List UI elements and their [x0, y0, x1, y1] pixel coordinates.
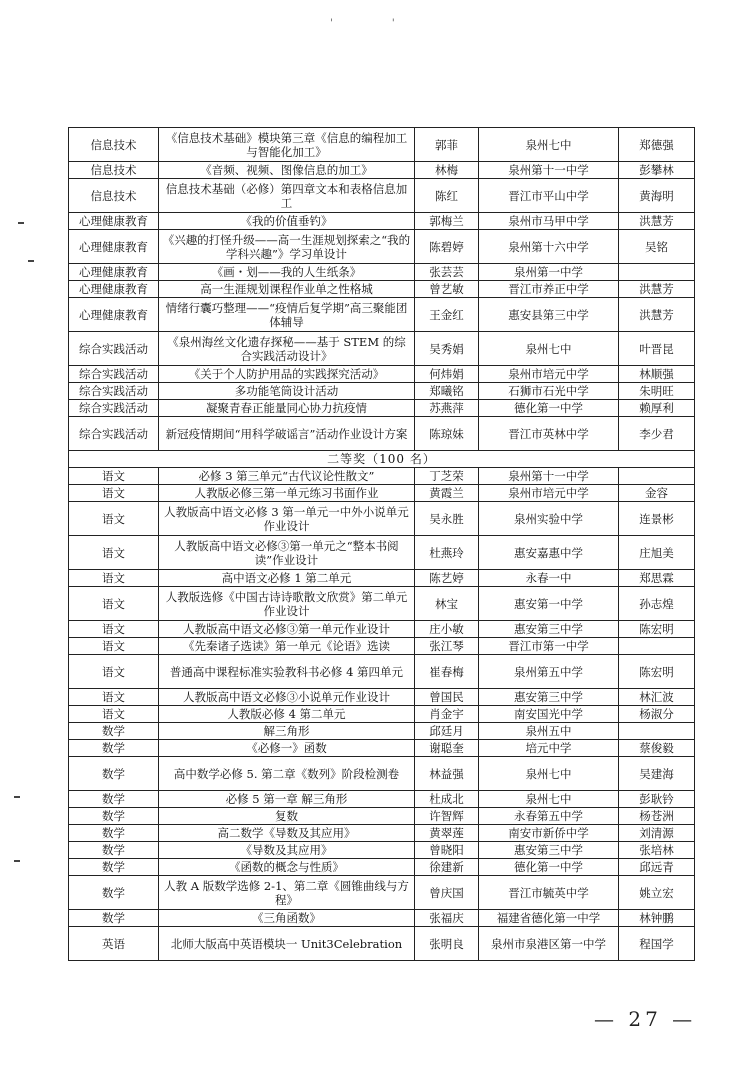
title-cell: 《三角函数》 — [159, 910, 415, 927]
tutor-cell: 程国学 — [619, 927, 695, 961]
school-cell: 泉州市培元中学 — [479, 485, 619, 502]
author-cell: 黄霞兰 — [415, 485, 479, 502]
tutor-cell: 张培林 — [619, 842, 695, 859]
tutor-cell: 林顺强 — [619, 366, 695, 383]
table-row — [69, 927, 695, 961]
table-row — [69, 230, 695, 264]
table-row — [69, 570, 695, 587]
author-cell: 何炜娟 — [415, 366, 479, 383]
subject-cell: 数学 — [69, 842, 159, 859]
subject-cell: 数学 — [69, 825, 159, 842]
tutor-cell: 陈宏明 — [619, 621, 695, 638]
title-cell: 解三角形 — [159, 723, 415, 740]
table-row — [69, 162, 695, 179]
section-heading: 二等奖（100 名） — [69, 451, 695, 468]
author-cell: 黄翠莲 — [415, 825, 479, 842]
scan-mark — [14, 860, 20, 862]
author-cell: 陈碧婷 — [415, 230, 479, 264]
title-cell: 新冠疫情期间“用科学破谣言”活动作业设计方案 — [159, 417, 415, 451]
author-cell: 林宝 — [415, 587, 479, 621]
table-row — [69, 689, 695, 706]
school-cell: 石狮市石光中学 — [479, 383, 619, 400]
title-cell: 人教版高中语文必修③第一单元之“整本书阅读”作业设计 — [159, 536, 415, 570]
title-cell: 《导数及其应用》 — [159, 842, 415, 859]
author-cell: 苏燕萍 — [415, 400, 479, 417]
subject-cell: 语文 — [69, 587, 159, 621]
author-cell: 庄小敏 — [415, 621, 479, 638]
table-row — [69, 655, 695, 689]
school-cell: 泉州实验中学 — [479, 502, 619, 536]
subject-cell: 语文 — [69, 502, 159, 536]
tutor-cell: 蔡俊毅 — [619, 740, 695, 757]
table-row — [69, 587, 695, 621]
school-cell: 泉州七中 — [479, 128, 619, 162]
school-cell: 泉州七中 — [479, 757, 619, 791]
subject-cell: 数学 — [69, 859, 159, 876]
school-cell: 惠安县第三中学 — [479, 298, 619, 332]
subject-cell: 语文 — [69, 689, 159, 706]
subject-cell: 语文 — [69, 570, 159, 587]
author-cell: 邱廷月 — [415, 723, 479, 740]
school-cell: 晋江市平山中学 — [479, 179, 619, 213]
author-cell: 吴永胜 — [415, 502, 479, 536]
subject-cell: 语文 — [69, 655, 159, 689]
tutor-cell: 李少君 — [619, 417, 695, 451]
subject-cell: 数学 — [69, 910, 159, 927]
title-cell: 必修 3 第三单元“古代议论性散文” — [159, 468, 415, 485]
school-cell: 泉州五中 — [479, 723, 619, 740]
table-row — [69, 723, 695, 740]
tutor-cell: 叶晋昆 — [619, 332, 695, 366]
tutor-cell — [619, 723, 695, 740]
tutor-cell: 孙志煌 — [619, 587, 695, 621]
awards-table — [68, 127, 695, 961]
table-row — [69, 298, 695, 332]
tutor-cell: 郑德强 — [619, 128, 695, 162]
title-cell: 凝聚青春正能量同心协力抗疫情 — [159, 400, 415, 417]
table-row — [69, 417, 695, 451]
author-cell: 林益强 — [415, 757, 479, 791]
author-cell: 杜燕玲 — [415, 536, 479, 570]
title-cell: 人教版高中语文必修③小说单元作业设计 — [159, 689, 415, 706]
title-cell: 人教版必修三第一单元练习书面作业 — [159, 485, 415, 502]
tutor-cell: 赖厚利 — [619, 400, 695, 417]
tutor-cell: 洪慧芳 — [619, 213, 695, 230]
author-cell: 曾国民 — [415, 689, 479, 706]
subject-cell: 语文 — [69, 706, 159, 723]
title-cell: 人教版必修 4 第二单元 — [159, 706, 415, 723]
title-cell: 人教 A 版数学选修 2-1、第二章《圆锥曲线与方程》 — [159, 876, 415, 910]
table-row — [69, 536, 695, 570]
tutor-cell: 彭攀林 — [619, 162, 695, 179]
author-cell: 张江琴 — [415, 638, 479, 655]
tutor-cell: 黄海明 — [619, 179, 695, 213]
school-cell: 泉州七中 — [479, 332, 619, 366]
school-cell: 惠安第三中学 — [479, 621, 619, 638]
school-cell: 惠安嘉惠中学 — [479, 536, 619, 570]
school-cell: 泉州第一中学 — [479, 264, 619, 281]
subject-cell: 综合实践活动 — [69, 400, 159, 417]
title-cell: 高一生涯规划课程作业单之性格城 — [159, 281, 415, 298]
school-cell: 泉州第十六中学 — [479, 230, 619, 264]
author-cell: 许智辉 — [415, 808, 479, 825]
tutor-cell: 彭耿钤 — [619, 791, 695, 808]
school-cell: 永春一中 — [479, 570, 619, 587]
title-cell: 《泉州海丝文化遗存探秘——基于 STEM 的综合实践活动设计》 — [159, 332, 415, 366]
tutor-cell: 陈宏明 — [619, 655, 695, 689]
school-cell: 德化第一中学 — [479, 400, 619, 417]
tutor-cell: 金容 — [619, 485, 695, 502]
title-cell: 《函数的概念与性质》 — [159, 859, 415, 876]
title-cell: 普通高中课程标准实验教科书必修 4 第四单元 — [159, 655, 415, 689]
scan-mark — [18, 222, 24, 224]
table-row — [69, 757, 695, 791]
title-cell: 《信息技术基础》模块第三章《信息的编程加工与智能化加工》 — [159, 128, 415, 162]
title-cell: 高二数学《导数及其应用》 — [159, 825, 415, 842]
scan-artifact-marks: ' ' — [330, 18, 423, 29]
table-row — [69, 400, 695, 417]
title-cell: 《关于个人防护用品的实践探究活动》 — [159, 366, 415, 383]
table-row — [69, 332, 695, 366]
school-cell: 德化第一中学 — [479, 859, 619, 876]
table-row — [69, 621, 695, 638]
subject-cell: 数学 — [69, 757, 159, 791]
title-cell: 《兴趣的打怪升级——高一生涯规划探索之“我的学科兴趣”》学习单设计 — [159, 230, 415, 264]
author-cell: 杜成北 — [415, 791, 479, 808]
subject-cell: 综合实践活动 — [69, 417, 159, 451]
subject-cell: 信息技术 — [69, 128, 159, 162]
section-header-row — [69, 451, 695, 468]
author-cell: 郑曦铭 — [415, 383, 479, 400]
title-cell: 高中语文必修 1 第二单元 — [159, 570, 415, 587]
subject-cell: 心理健康教育 — [69, 230, 159, 264]
table-row — [69, 740, 695, 757]
school-cell: 晋江市第一中学 — [479, 638, 619, 655]
tutor-cell: 连景彬 — [619, 502, 695, 536]
subject-cell: 综合实践活动 — [69, 366, 159, 383]
table-row — [69, 910, 695, 927]
table-row — [69, 383, 695, 400]
table-row — [69, 791, 695, 808]
table-row — [69, 876, 695, 910]
table-row — [69, 128, 695, 162]
school-cell: 泉州市泉港区第一中学 — [479, 927, 619, 961]
tutor-cell: 杨淑分 — [619, 706, 695, 723]
title-cell: 信息技术基础（必修）第四章文本和表格信息加工 — [159, 179, 415, 213]
tutor-cell: 林汇波 — [619, 689, 695, 706]
title-cell: 多功能笔筒设计活动 — [159, 383, 415, 400]
table-row — [69, 859, 695, 876]
table-row — [69, 825, 695, 842]
author-cell: 吴秀娟 — [415, 332, 479, 366]
table-row — [69, 366, 695, 383]
author-cell: 曾庆国 — [415, 876, 479, 910]
school-cell: 泉州第五中学 — [479, 655, 619, 689]
subject-cell: 数学 — [69, 723, 159, 740]
tutor-cell — [619, 468, 695, 485]
title-cell: 高中数学必修 5. 第二章《数列》阶段检测卷 — [159, 757, 415, 791]
subject-cell: 心理健康教育 — [69, 213, 159, 230]
school-cell: 惠安第一中学 — [479, 587, 619, 621]
author-cell: 张福庆 — [415, 910, 479, 927]
tutor-cell — [619, 264, 695, 281]
subject-cell: 语文 — [69, 621, 159, 638]
tutor-cell: 朱明旺 — [619, 383, 695, 400]
subject-cell: 数学 — [69, 791, 159, 808]
title-cell: 人教版高中语文必修③第一单元作业设计 — [159, 621, 415, 638]
school-cell: 晋江市毓英中学 — [479, 876, 619, 910]
title-cell: 必修 5 第一章 解三角形 — [159, 791, 415, 808]
title-cell: 《先秦诸子选读》第一单元《论语》选读 — [159, 638, 415, 655]
title-cell: 北师大版高中英语模块一 Unit3Celebration — [159, 927, 415, 961]
table-row — [69, 264, 695, 281]
school-cell: 泉州第十一中学 — [479, 162, 619, 179]
title-cell: 情绪行囊巧整理——“疫情后复学期”高三聚能团体辅导 — [159, 298, 415, 332]
tutor-cell: 林钟鹏 — [619, 910, 695, 927]
subject-cell: 数学 — [69, 876, 159, 910]
table-row — [69, 468, 695, 485]
title-cell: 《必修一》函数 — [159, 740, 415, 757]
table-row — [69, 706, 695, 723]
school-cell: 泉州第十一中学 — [479, 468, 619, 485]
table-row — [69, 281, 695, 298]
school-cell: 培元中学 — [479, 740, 619, 757]
title-cell: 《画・划——我的人生纸条》 — [159, 264, 415, 281]
author-cell: 崔春梅 — [415, 655, 479, 689]
author-cell: 肖金宇 — [415, 706, 479, 723]
title-cell: 复数 — [159, 808, 415, 825]
scan-mark — [28, 260, 34, 262]
author-cell: 陈红 — [415, 179, 479, 213]
subject-cell: 语文 — [69, 485, 159, 502]
subject-cell: 信息技术 — [69, 179, 159, 213]
title-cell: 《我的价值垂钓》 — [159, 213, 415, 230]
table-row — [69, 213, 695, 230]
school-cell: 惠安第三中学 — [479, 689, 619, 706]
subject-cell: 语文 — [69, 468, 159, 485]
author-cell: 郭菲 — [415, 128, 479, 162]
subject-cell: 心理健康教育 — [69, 298, 159, 332]
author-cell: 郭梅兰 — [415, 213, 479, 230]
author-cell: 林梅 — [415, 162, 479, 179]
title-cell: 人教版选修《中国古诗诗歌散文欣赏》第二单元作业设计 — [159, 587, 415, 621]
table-row — [69, 485, 695, 502]
tutor-cell: 洪慧芳 — [619, 281, 695, 298]
school-cell: 泉州七中 — [479, 791, 619, 808]
school-cell: 南安国光中学 — [479, 706, 619, 723]
school-cell: 泉州市马甲中学 — [479, 213, 619, 230]
school-cell: 福建省德化第一中学 — [479, 910, 619, 927]
author-cell: 谢聪奎 — [415, 740, 479, 757]
title-cell: 《音频、视频、图像信息的加工》 — [159, 162, 415, 179]
subject-cell: 心理健康教育 — [69, 264, 159, 281]
table-row — [69, 502, 695, 536]
author-cell: 丁芝荣 — [415, 468, 479, 485]
author-cell: 陈艺婷 — [415, 570, 479, 587]
tutor-cell: 吴铭 — [619, 230, 695, 264]
subject-cell: 语文 — [69, 638, 159, 655]
school-cell: 南安市新侨中学 — [479, 825, 619, 842]
tutor-cell: 邱远青 — [619, 859, 695, 876]
tutor-cell: 洪慧芳 — [619, 298, 695, 332]
school-cell: 晋江市英林中学 — [479, 417, 619, 451]
page-number: — 27 — — [594, 1007, 697, 1031]
author-cell: 张芸芸 — [415, 264, 479, 281]
author-cell: 曾晓阳 — [415, 842, 479, 859]
table-row — [69, 842, 695, 859]
school-cell: 晋江市养正中学 — [479, 281, 619, 298]
author-cell: 陈琼妹 — [415, 417, 479, 451]
school-cell: 永春第五中学 — [479, 808, 619, 825]
table-row — [69, 808, 695, 825]
tutor-cell: 杨苍洲 — [619, 808, 695, 825]
subject-cell: 英语 — [69, 927, 159, 961]
scan-mark — [14, 796, 20, 798]
subject-cell: 心理健康教育 — [69, 281, 159, 298]
tutor-cell — [619, 638, 695, 655]
author-cell: 王金红 — [415, 298, 479, 332]
table-row — [69, 638, 695, 655]
author-cell: 徐建新 — [415, 859, 479, 876]
subject-cell: 数学 — [69, 740, 159, 757]
tutor-cell: 郑思霖 — [619, 570, 695, 587]
table-row — [69, 179, 695, 213]
subject-cell: 综合实践活动 — [69, 383, 159, 400]
tutor-cell: 庄旭美 — [619, 536, 695, 570]
tutor-cell: 刘清源 — [619, 825, 695, 842]
tutor-cell: 吴建海 — [619, 757, 695, 791]
title-cell: 人教版高中语文必修 3 第一单元一中外小说单元作业设计 — [159, 502, 415, 536]
school-cell: 惠安第三中学 — [479, 842, 619, 859]
subject-cell: 语文 — [69, 536, 159, 570]
awards-table-body — [69, 128, 695, 961]
subject-cell: 信息技术 — [69, 162, 159, 179]
subject-cell: 综合实践活动 — [69, 332, 159, 366]
school-cell: 泉州市培元中学 — [479, 366, 619, 383]
author-cell: 张明良 — [415, 927, 479, 961]
tutor-cell: 姚立宏 — [619, 876, 695, 910]
author-cell: 曾艺敏 — [415, 281, 479, 298]
subject-cell: 数学 — [69, 808, 159, 825]
